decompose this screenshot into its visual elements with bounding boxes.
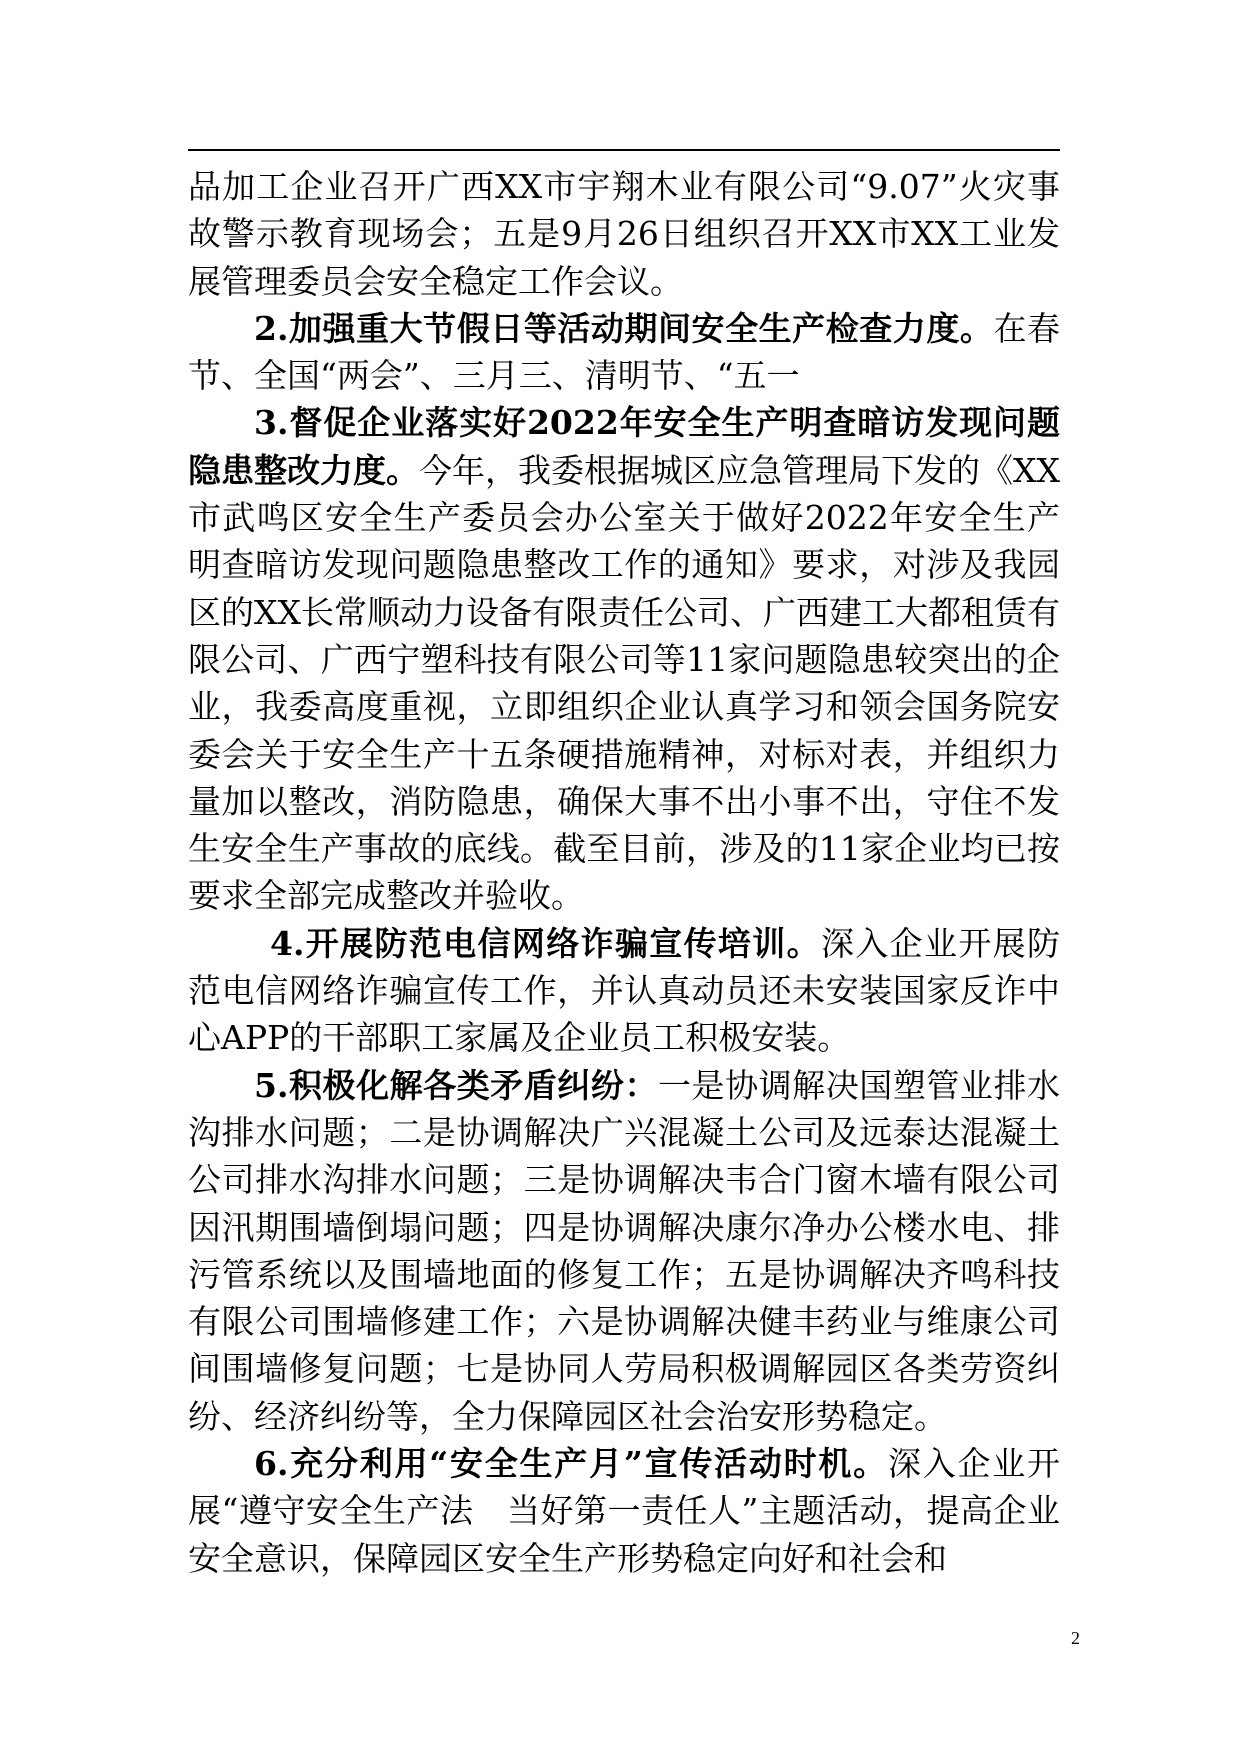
page-number: 2: [1071, 1628, 1080, 1648]
paragraph-body: 一是协调解决国塑管业排水沟排水问题；二是协调解决广兴混凝土公司及远泰达混凝土公司排水沟排水问题；三是协调解决韦合门窗木墙有限公司因汛期围墙倒塌问题；四是协调解决康尔净办公楼水电、排污管系统以及围墙地面的修复工作；五是协调解决齐鸣科技有限公司围墙修建工作；六是协调解决健丰药业与维康公司间围墙修复问题；七是协同人劳局积极调解园区各类劳资纠纷、经济纠纷等，全力保障园区社会治安形势稳定。: [188, 1065, 1061, 1436]
paragraph-heading: 4.开展防范电信网络诈骗宣传培训。: [270, 923, 821, 963]
paragraph-heading: 2.加强重大节假日等活动期间安全生产检查力度。: [254, 308, 994, 348]
paragraph-body: 在春节、全国“两会”、三月三、清明节、“五一: [188, 308, 1060, 396]
paragraph-continuation: [188, 163, 1060, 305]
paragraph-item-4: [188, 920, 1060, 1062]
paragraph-heading: 6.充分利用“安全生产月”宣传活动时机。: [254, 1444, 888, 1484]
paragraph-heading: 5.积极化解各类矛盾纠纷：: [254, 1065, 658, 1105]
paragraph-body: 深入企业开展“遵守安全生产法 当好第一责任人”主题活动，提高企业安全意识，保障园区安全生产形势稳定向好和社会和: [188, 1444, 1060, 1578]
paragraph-body: 今年，我委根据城区应急管理局下发的《XX市武鸣区安全生产委员会办公室关于做好2022年安全生产明查暗访发现问题隐患整改工作的通知》要求，对涉及我园区的XX长常顺动力设备有限责任公司、广西建工大都租赁有限公司、广西宁塑科技有限公司等11家问题隐患较突出的企业，我委高度重视，立即组织企业认真学习和领会国务院安委会关于安全生产十五条硬措施精神，对标对表，并组织力量加以整改，消防隐患，确保大事不出小事不出，守住不发生安全生产事故的底线。截至目前，涉及的11家企业均已按要求全部完成整改并验收。: [188, 450, 1060, 916]
paragraph-item-2: [188, 305, 1060, 400]
document-body: [188, 163, 1060, 1582]
header-rule: [188, 149, 1060, 151]
paragraph-body: 品加工企业召开广西XX市宇翔木业有限公司“9.07”火灾事故警示教育现场会；五是9月26日组织召开XX市XX工业发展管理委员会安全稳定工作会议。: [188, 167, 1060, 301]
paragraph-heading: 3.督促企业落实好2022年安全生产明查暗访发现问题隐患整改力度。: [188, 403, 1060, 490]
paragraph-item-5: [188, 1062, 1060, 1440]
paragraph-body: 深入企业开展防范电信网络诈骗宣传工作，并认真动员还未安装国家反诈中心APP的干部职工家属及企业员工积极安装。: [188, 923, 1061, 1058]
paragraph-item-6: [188, 1440, 1060, 1582]
paragraph-item-3: [188, 399, 1060, 919]
